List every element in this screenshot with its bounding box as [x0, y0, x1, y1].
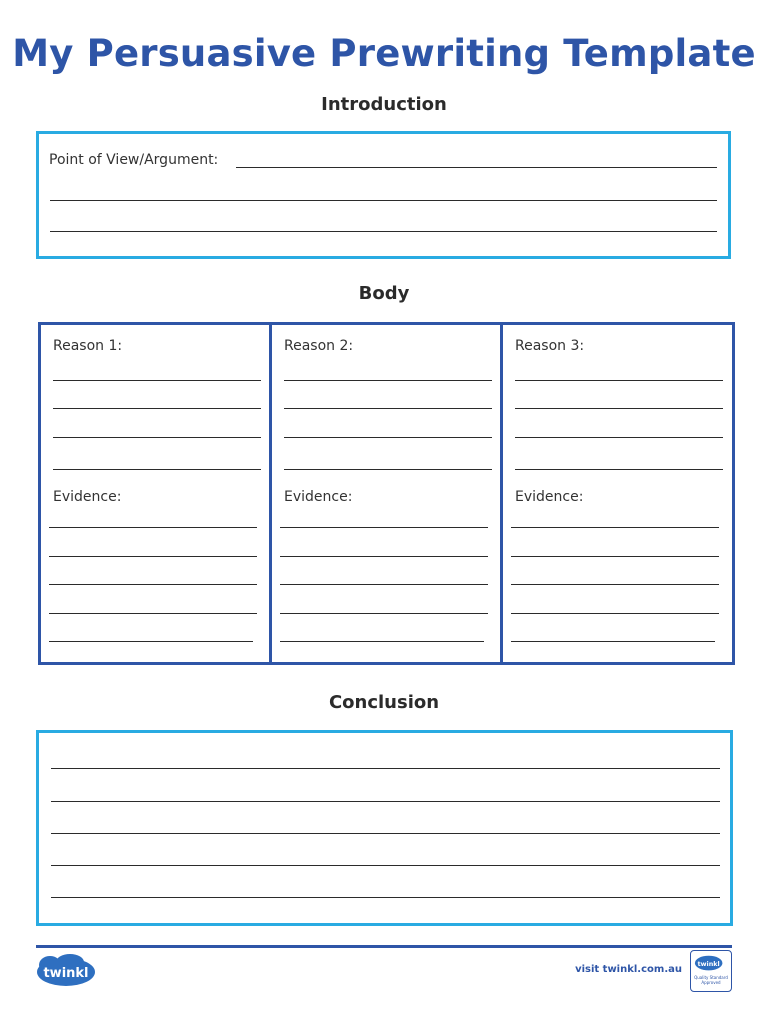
reason-2-label: Reason 2:	[284, 338, 354, 354]
evidence-1-label: Evidence:	[53, 489, 122, 505]
reason-3-label: Reason 3:	[515, 338, 585, 354]
badge-logo-icon	[691, 953, 730, 975]
writing-line[interactable]	[515, 437, 723, 438]
writing-line[interactable]	[53, 437, 261, 438]
writing-line[interactable]	[50, 200, 717, 201]
column-divider	[500, 325, 503, 662]
writing-line[interactable]	[511, 584, 719, 585]
writing-line[interactable]	[236, 167, 717, 168]
writing-line[interactable]	[49, 641, 253, 642]
column-divider	[269, 325, 272, 662]
writing-line[interactable]	[284, 469, 492, 470]
conclusion-heading: Conclusion	[328, 692, 440, 713]
writing-line[interactable]	[284, 437, 492, 438]
writing-line[interactable]	[280, 527, 488, 528]
writing-line[interactable]	[49, 584, 257, 585]
writing-line[interactable]	[511, 613, 719, 614]
body-heading: Body	[358, 283, 410, 304]
writing-line[interactable]	[51, 768, 720, 769]
writing-line[interactable]	[51, 801, 720, 802]
introduction-heading: Introduction	[321, 94, 447, 115]
introduction-box	[36, 131, 731, 259]
writing-line[interactable]	[511, 556, 719, 557]
writing-line[interactable]	[284, 408, 492, 409]
writing-line[interactable]	[49, 613, 257, 614]
writing-line[interactable]	[515, 380, 723, 381]
conclusion-box	[36, 730, 733, 926]
writing-line[interactable]	[515, 469, 723, 470]
writing-line[interactable]	[280, 556, 488, 557]
badge-logo-text: twinkl	[697, 959, 720, 968]
writing-line[interactable]	[53, 408, 261, 409]
writing-line[interactable]	[53, 469, 261, 470]
badge-text: Quality Standard Approved	[694, 975, 728, 985]
evidence-3-label: Evidence:	[515, 489, 584, 505]
writing-line[interactable]	[50, 231, 717, 232]
writing-line[interactable]	[49, 527, 257, 528]
reason-1-label: Reason 1:	[53, 338, 123, 354]
visit-website-text: visit twinkl.com.au	[575, 964, 682, 975]
writing-line[interactable]	[51, 865, 720, 866]
writing-line[interactable]	[280, 584, 488, 585]
writing-line[interactable]	[51, 897, 720, 898]
twinkl-logo	[36, 954, 96, 988]
point-of-view-label: Point of View/Argument:	[49, 152, 219, 168]
twinkl-logo-text: twinkl	[43, 966, 89, 981]
body-table	[38, 322, 735, 665]
writing-line[interactable]	[51, 833, 720, 834]
writing-line[interactable]	[511, 527, 719, 528]
writing-line[interactable]	[49, 556, 257, 557]
page-title: My Persuasive Prewriting Template	[12, 32, 756, 75]
writing-line[interactable]	[53, 380, 261, 381]
writing-line[interactable]	[284, 380, 492, 381]
writing-line[interactable]	[515, 408, 723, 409]
writing-line[interactable]	[280, 613, 488, 614]
writing-line[interactable]	[511, 641, 715, 642]
evidence-2-label: Evidence:	[284, 489, 353, 505]
footer-rule	[36, 945, 732, 948]
quality-badge	[690, 950, 732, 992]
writing-line[interactable]	[280, 641, 484, 642]
